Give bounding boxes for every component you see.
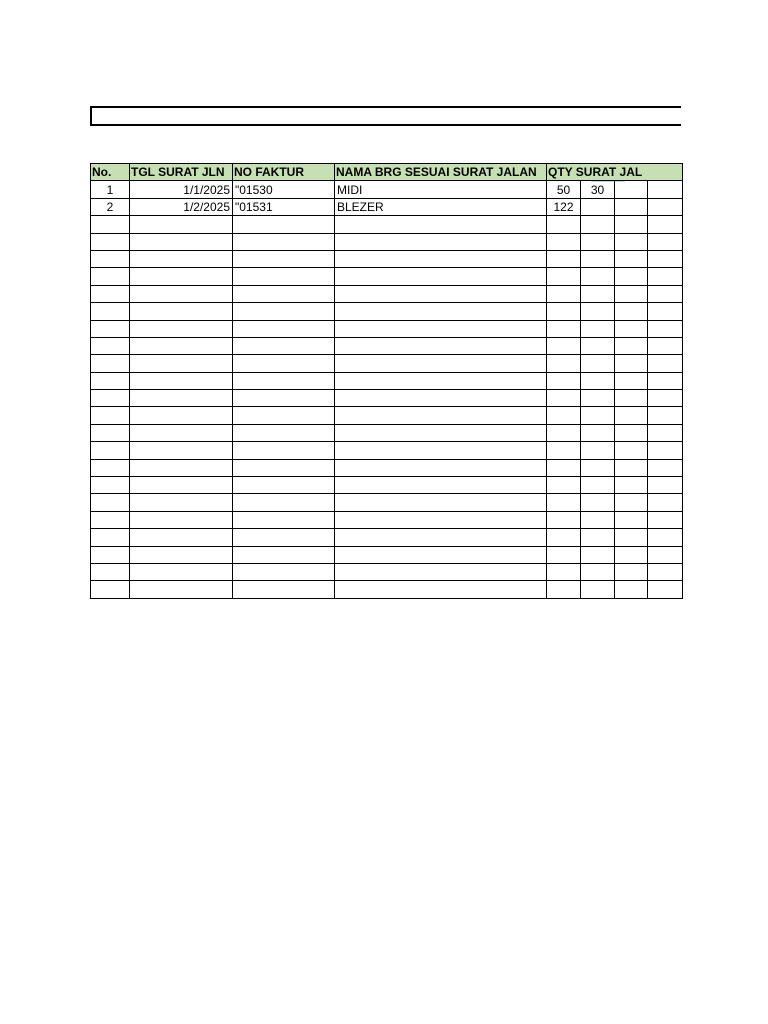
- cell-no-faktur[interactable]: [233, 529, 335, 546]
- cell-qty-1[interactable]: [547, 494, 581, 511]
- cell-nama-brg[interactable]: [335, 581, 547, 598]
- cell-qty-4[interactable]: [648, 181, 683, 198]
- cell-qty-1[interactable]: [547, 250, 581, 267]
- cell-tgl-surat-jln[interactable]: [130, 303, 233, 320]
- cell-no-faktur[interactable]: "01531: [233, 198, 335, 215]
- data-table: [90, 163, 683, 599]
- cell-qty-4[interactable]: [648, 303, 683, 320]
- cell-tgl-surat-jln[interactable]: [130, 477, 233, 494]
- cell-qty-4[interactable]: [648, 407, 683, 424]
- cell-tgl-surat-jln[interactable]: [130, 216, 233, 233]
- cell-no-faktur[interactable]: [233, 459, 335, 476]
- cell-qty-2[interactable]: [581, 216, 615, 233]
- cell-qty-2[interactable]: [581, 494, 615, 511]
- cell-qty-4[interactable]: [648, 372, 683, 389]
- cell-no[interactable]: [91, 250, 130, 267]
- cell-qty-1[interactable]: [547, 511, 581, 528]
- cell-qty-3[interactable]: [615, 303, 648, 320]
- cell-qty-2[interactable]: [581, 581, 615, 598]
- table-row: [91, 459, 683, 476]
- cell-qty-1[interactable]: [547, 372, 581, 389]
- table-row: [91, 546, 683, 563]
- cell-qty-1[interactable]: [547, 546, 581, 563]
- cell-qty-3[interactable]: [615, 181, 648, 198]
- cell-no[interactable]: [91, 529, 130, 546]
- cell-no[interactable]: [91, 424, 130, 441]
- cell-no-faktur[interactable]: "01530: [233, 181, 335, 198]
- cell-no-faktur[interactable]: [233, 511, 335, 528]
- table-row: [91, 511, 683, 528]
- cell-no-faktur[interactable]: [233, 494, 335, 511]
- cell-qty-4[interactable]: [648, 390, 683, 407]
- cell-qty-4[interactable]: [648, 529, 683, 546]
- cell-nama-brg[interactable]: [335, 372, 547, 389]
- cell-qty-2[interactable]: [581, 320, 615, 337]
- cell-qty-1[interactable]: [547, 285, 581, 302]
- cell-qty-2[interactable]: [581, 355, 615, 372]
- cell-tgl-surat-jln[interactable]: [130, 494, 233, 511]
- cell-qty-2[interactable]: [581, 407, 615, 424]
- cell-nama-brg[interactable]: [335, 442, 547, 459]
- cell-nama-brg[interactable]: [335, 390, 547, 407]
- cell-qty-2[interactable]: [581, 285, 615, 302]
- cell-qty-3[interactable]: [615, 285, 648, 302]
- cell-no-faktur[interactable]: [233, 303, 335, 320]
- cell-no-faktur[interactable]: [233, 285, 335, 302]
- cell-qty-3[interactable]: [615, 250, 648, 267]
- cell-tgl-surat-jln[interactable]: [130, 285, 233, 302]
- cell-qty-3[interactable]: [615, 424, 648, 441]
- cell-qty-3[interactable]: [615, 581, 648, 598]
- cell-nama-brg[interactable]: [335, 268, 547, 285]
- cell-no[interactable]: [91, 216, 130, 233]
- cell-nama-brg[interactable]: [335, 250, 547, 267]
- cell-qty-1[interactable]: [547, 529, 581, 546]
- table-row: [91, 216, 683, 233]
- cell-no-faktur[interactable]: [233, 407, 335, 424]
- cell-qty-1[interactable]: [547, 233, 581, 250]
- cell-tgl-surat-jln[interactable]: [130, 320, 233, 337]
- cell-qty-1[interactable]: [547, 303, 581, 320]
- table-row: [91, 581, 683, 598]
- cell-qty-3[interactable]: [615, 407, 648, 424]
- cell-no[interactable]: [91, 372, 130, 389]
- cell-qty-3[interactable]: [615, 494, 648, 511]
- cell-nama-brg[interactable]: [335, 477, 547, 494]
- cell-qty-2[interactable]: [581, 337, 615, 354]
- cell-qty-1[interactable]: [547, 216, 581, 233]
- cell-no[interactable]: [91, 494, 130, 511]
- cell-qty-4[interactable]: [648, 424, 683, 441]
- cell-no[interactable]: [91, 546, 130, 563]
- table-row: [91, 494, 683, 511]
- cell-qty-3[interactable]: [615, 442, 648, 459]
- cell-qty-2[interactable]: [581, 529, 615, 546]
- cell-nama-brg[interactable]: [335, 529, 547, 546]
- table-row: [91, 563, 683, 580]
- cell-nama-brg[interactable]: MIDI: [335, 181, 547, 198]
- cell-qty-3[interactable]: [615, 529, 648, 546]
- cell-qty-3[interactable]: [615, 233, 648, 250]
- cell-qty-1[interactable]: 122: [547, 198, 581, 215]
- header-tgl-surat-jln[interactable]: TGL SURAT JLN: [130, 164, 233, 181]
- cell-qty-2[interactable]: [581, 563, 615, 580]
- cell-qty-1[interactable]: 50: [547, 181, 581, 198]
- cell-no[interactable]: [91, 303, 130, 320]
- cell-qty-3[interactable]: [615, 563, 648, 580]
- cell-qty-3[interactable]: [615, 268, 648, 285]
- cell-qty-3[interactable]: [615, 320, 648, 337]
- cell-qty-2[interactable]: [581, 442, 615, 459]
- cell-nama-brg[interactable]: [335, 355, 547, 372]
- cell-no-faktur[interactable]: [233, 442, 335, 459]
- cell-qty-4[interactable]: [648, 216, 683, 233]
- cell-no[interactable]: [91, 233, 130, 250]
- cell-tgl-surat-jln[interactable]: [130, 372, 233, 389]
- cell-no-faktur[interactable]: [233, 320, 335, 337]
- cell-no-faktur[interactable]: [233, 250, 335, 267]
- cell-qty-3[interactable]: [615, 372, 648, 389]
- cell-no[interactable]: [91, 442, 130, 459]
- cell-qty-4[interactable]: [648, 285, 683, 302]
- table-row: [91, 372, 683, 389]
- cell-qty-4[interactable]: [648, 442, 683, 459]
- cell-no-faktur[interactable]: [233, 477, 335, 494]
- cell-no-faktur[interactable]: [233, 546, 335, 563]
- header-qty-surat-jalan[interactable]: QTY SURAT JAL: [547, 164, 683, 181]
- cell-qty-4[interactable]: [648, 268, 683, 285]
- cell-nama-brg[interactable]: [335, 511, 547, 528]
- table-row: [91, 198, 683, 215]
- cell-qty-1[interactable]: [547, 442, 581, 459]
- cell-qty-3[interactable]: [615, 459, 648, 476]
- cell-qty-2[interactable]: [581, 303, 615, 320]
- cell-qty-2[interactable]: [581, 268, 615, 285]
- table-row: [91, 233, 683, 250]
- table-row: [91, 268, 683, 285]
- cell-qty-4[interactable]: [648, 320, 683, 337]
- cell-tgl-surat-jln[interactable]: [130, 390, 233, 407]
- cell-no[interactable]: [91, 285, 130, 302]
- cell-nama-brg[interactable]: [335, 407, 547, 424]
- cell-qty-1[interactable]: [547, 390, 581, 407]
- cell-qty-4[interactable]: [648, 581, 683, 598]
- cell-no-faktur[interactable]: [233, 563, 335, 580]
- cell-qty-1[interactable]: [547, 563, 581, 580]
- cell-nama-brg[interactable]: [335, 233, 547, 250]
- cell-no[interactable]: [91, 477, 130, 494]
- table-row: [91, 181, 683, 198]
- cell-qty-3[interactable]: [615, 337, 648, 354]
- cell-tgl-surat-jln[interactable]: 1/2/2025: [130, 198, 233, 215]
- cell-tgl-surat-jln[interactable]: [130, 546, 233, 563]
- cell-no[interactable]: [91, 581, 130, 598]
- cell-qty-2[interactable]: [581, 372, 615, 389]
- cell-tgl-surat-jln[interactable]: [130, 563, 233, 580]
- cell-qty-4[interactable]: [648, 337, 683, 354]
- table-row: [91, 250, 683, 267]
- cell-nama-brg[interactable]: [335, 459, 547, 476]
- cell-no[interactable]: [91, 337, 130, 354]
- cell-tgl-surat-jln[interactable]: [130, 268, 233, 285]
- cell-tgl-surat-jln[interactable]: [130, 459, 233, 476]
- cell-nama-brg[interactable]: [335, 303, 547, 320]
- header-nama-brg[interactable]: NAMA BRG SESUAI SURAT JALAN: [335, 164, 547, 181]
- cell-qty-3[interactable]: [615, 216, 648, 233]
- cell-qty-2[interactable]: [581, 233, 615, 250]
- table-body: [91, 181, 683, 598]
- cell-nama-brg[interactable]: BLEZER: [335, 198, 547, 215]
- cell-no[interactable]: [91, 355, 130, 372]
- cell-tgl-surat-jln[interactable]: [130, 442, 233, 459]
- cell-no[interactable]: [91, 511, 130, 528]
- cell-no-faktur[interactable]: [233, 581, 335, 598]
- cell-no[interactable]: [91, 459, 130, 476]
- cell-qty-2[interactable]: [581, 390, 615, 407]
- cell-qty-1[interactable]: [547, 477, 581, 494]
- cell-qty-1[interactable]: [547, 407, 581, 424]
- cell-nama-brg[interactable]: [335, 546, 547, 563]
- cell-qty-4[interactable]: [648, 198, 683, 215]
- title-cell[interactable]: [90, 106, 681, 126]
- cell-no-faktur[interactable]: [233, 337, 335, 354]
- cell-tgl-surat-jln[interactable]: [130, 407, 233, 424]
- table-row: [91, 529, 683, 546]
- table-row: [91, 285, 683, 302]
- cell-qty-2[interactable]: [581, 477, 615, 494]
- cell-tgl-surat-jln[interactable]: [130, 511, 233, 528]
- table-row: [91, 424, 683, 441]
- table-row: [91, 442, 683, 459]
- cell-no[interactable]: [91, 268, 130, 285]
- cell-qty-2[interactable]: [581, 546, 615, 563]
- cell-qty-3[interactable]: [615, 477, 648, 494]
- cell-no-faktur[interactable]: [233, 233, 335, 250]
- header-row: [91, 164, 683, 181]
- cell-qty-3[interactable]: [615, 546, 648, 563]
- header-no[interactable]: No.: [91, 164, 130, 181]
- cell-no-faktur[interactable]: [233, 216, 335, 233]
- header-no-faktur[interactable]: NO FAKTUR: [233, 164, 335, 181]
- table-row: [91, 303, 683, 320]
- cell-no-faktur[interactable]: [233, 355, 335, 372]
- cell-tgl-surat-jln[interactable]: [130, 424, 233, 441]
- cell-no[interactable]: 2: [91, 198, 130, 215]
- cell-qty-3[interactable]: [615, 390, 648, 407]
- cell-tgl-surat-jln[interactable]: [130, 581, 233, 598]
- cell-qty-2[interactable]: [581, 459, 615, 476]
- cell-no[interactable]: [91, 320, 130, 337]
- cell-qty-2[interactable]: [581, 511, 615, 528]
- cell-qty-4[interactable]: [648, 511, 683, 528]
- table-row: [91, 355, 683, 372]
- cell-qty-4[interactable]: [648, 477, 683, 494]
- cell-qty-4[interactable]: [648, 459, 683, 476]
- cell-tgl-surat-jln[interactable]: [130, 337, 233, 354]
- cell-nama-brg[interactable]: [335, 337, 547, 354]
- cell-no-faktur[interactable]: [233, 268, 335, 285]
- cell-nama-brg[interactable]: [335, 563, 547, 580]
- cell-qty-2[interactable]: [581, 198, 615, 215]
- cell-tgl-surat-jln[interactable]: [130, 233, 233, 250]
- cell-qty-4[interactable]: [648, 250, 683, 267]
- cell-qty-1[interactable]: [547, 581, 581, 598]
- cell-qty-3[interactable]: [615, 511, 648, 528]
- cell-qty-1[interactable]: [547, 337, 581, 354]
- cell-qty-1[interactable]: [547, 355, 581, 372]
- cell-qty-2[interactable]: [581, 250, 615, 267]
- cell-qty-4[interactable]: [648, 563, 683, 580]
- cell-no-faktur[interactable]: [233, 424, 335, 441]
- cell-no[interactable]: [91, 407, 130, 424]
- table-row: [91, 337, 683, 354]
- table-row: [91, 320, 683, 337]
- cell-qty-3[interactable]: [615, 355, 648, 372]
- cell-no[interactable]: [91, 390, 130, 407]
- cell-nama-brg[interactable]: [335, 285, 547, 302]
- table-row: [91, 407, 683, 424]
- cell-qty-2[interactable]: 30: [581, 181, 615, 198]
- cell-tgl-surat-jln[interactable]: [130, 355, 233, 372]
- cell-nama-brg[interactable]: [335, 424, 547, 441]
- cell-qty-4[interactable]: [648, 546, 683, 563]
- cell-nama-brg[interactable]: [335, 494, 547, 511]
- cell-qty-4[interactable]: [648, 355, 683, 372]
- cell-qty-4[interactable]: [648, 494, 683, 511]
- table-row: [91, 477, 683, 494]
- cell-qty-4[interactable]: [648, 233, 683, 250]
- cell-qty-1[interactable]: [547, 424, 581, 441]
- cell-nama-brg[interactable]: [335, 216, 547, 233]
- cell-nama-brg[interactable]: [335, 320, 547, 337]
- cell-tgl-surat-jln[interactable]: [130, 529, 233, 546]
- cell-qty-2[interactable]: [581, 424, 615, 441]
- cell-no[interactable]: [91, 563, 130, 580]
- cell-qty-1[interactable]: [547, 459, 581, 476]
- cell-tgl-surat-jln[interactable]: [130, 250, 233, 267]
- cell-qty-3[interactable]: [615, 198, 648, 215]
- cell-qty-1[interactable]: [547, 320, 581, 337]
- cell-qty-1[interactable]: [547, 268, 581, 285]
- cell-no-faktur[interactable]: [233, 390, 335, 407]
- cell-no-faktur[interactable]: [233, 372, 335, 389]
- cell-no[interactable]: 1: [91, 181, 130, 198]
- table-row: [91, 390, 683, 407]
- cell-tgl-surat-jln[interactable]: 1/1/2025: [130, 181, 233, 198]
